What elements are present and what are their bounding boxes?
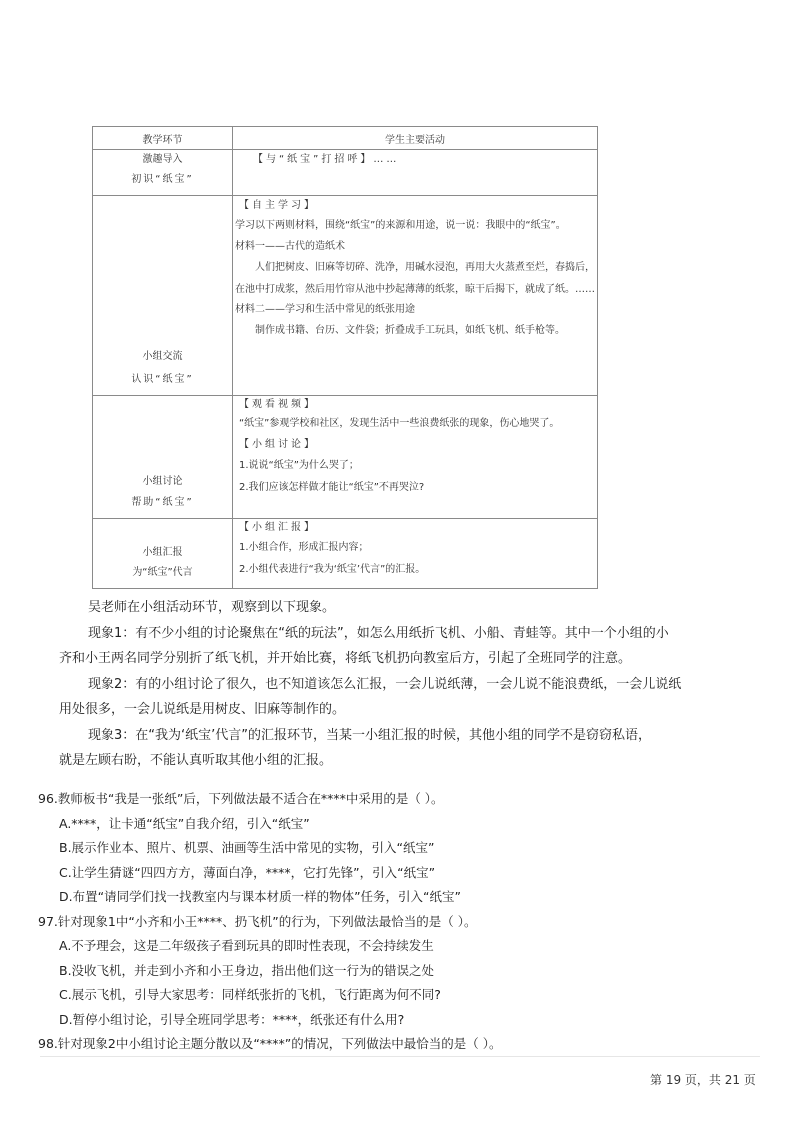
stage-cell [93, 196, 233, 396]
question-96-option-b: B.展示作业本、照片、机票、油画等生活中常见的实物，引入“纸宝” [59, 840, 435, 855]
activity-line: 1.说说“纸宝”为什么哭了； [239, 460, 359, 471]
question-98-stem: 98.针对现象2中小组讨论主题分散以及“****”的情况，下列做法中最恰当的是（ ）。 [38, 1036, 502, 1051]
stage-cell [93, 396, 233, 519]
activity-line: 【自主学习】 [239, 200, 317, 211]
activity-line: 2.小组代表进行“我为‘纸宝’代言”的汇报。 [239, 564, 426, 575]
activity-cell [233, 396, 598, 519]
phenomenon-1-line1: 现象1：有不少小组的讨论聚焦在“纸的玩法”，如怎么用纸折飞机、小船、青蛙等。其中一个小组的小 [88, 626, 669, 641]
activity-line: 1.小组合作，形成汇报内容； [239, 542, 369, 553]
footer-divider [40, 1056, 760, 1057]
question-96-option-a: A.****，让卡通“纸宝”自我介绍，引入“纸宝” [59, 816, 310, 831]
table-header-stage: 教学环节 [93, 127, 233, 150]
lesson-table [92, 126, 598, 589]
page-number: 第 19 页，共 21 页 [650, 1073, 756, 1087]
stage-cell [93, 519, 233, 589]
stage-label: 激趣导入 [142, 154, 183, 165]
stage-label: 初识“纸宝” [131, 174, 194, 185]
question-96-option-d: D.布置“请同学们找一找教室内与课本材质一样的物体”任务，引入“纸宝” [59, 889, 462, 904]
activity-line: 【小组汇报】 [239, 522, 317, 533]
activity-line: 学习以下两则材料，围绕“纸宝”的来源和用途，说一说：我眼中的“纸宝”。 [235, 220, 566, 231]
activity-line: 制作成书籍、台历、文件袋；折叠成手工玩具，如纸飞机、纸手枪等。 [255, 325, 565, 336]
activity-line: 【观看视频】 [239, 399, 317, 410]
intro-text: 吴老师在小组活动环节，观察到以下现象。 [88, 600, 336, 615]
activity-line: 【与“纸宝”打招呼】…… [253, 154, 400, 165]
activity-line: 2.我们应该怎样做才能让“纸宝”不再哭泣? [239, 482, 425, 493]
activity-cell [233, 519, 598, 589]
question-97-option-b: B.没收飞机，并走到小齐和小王身边，指出他们这一行为的错误之处 [59, 963, 435, 978]
stage-label: 认识“纸宝” [131, 374, 194, 385]
question-97-option-c: C.展示飞机，引导大家思考：同样纸张折的飞机，飞行距离为何不同? [59, 987, 441, 1002]
activity-line: 【小组讨论】 [239, 439, 317, 450]
activity-line: 材料一——古代的造纸术 [235, 241, 345, 252]
question-97-stem: 97.针对现象1中“小齐和小王****、扔飞机”的行为，下列做法最恰当的是（ ）。 [38, 914, 477, 929]
stage-label: 小组交流 [142, 351, 183, 362]
question-97-option-a: A.不予理会，这是二年级孩子看到玩具的即时性表现，不会持续发生 [59, 938, 434, 953]
question-96-option-c: C.让学生猜谜“四四方方，薄面白净，****，它打先锋”，引入“纸宝” [59, 865, 436, 880]
table-row [93, 396, 598, 519]
activity-cell [233, 150, 598, 196]
table-row [93, 519, 598, 589]
stage-label: 为“纸宝”代言 [132, 567, 193, 578]
stage-label: 帮助“纸宝” [131, 497, 194, 508]
activity-line: 在池中打成浆，然后用竹帘从池中抄起薄薄的纸浆，晾干后揭下，就成了纸。…… [235, 284, 595, 295]
activity-line: 人们把树皮、旧麻等切碎、洗净，用碱水浸泡，再用大火蒸煮至烂，春捣后， [255, 262, 595, 273]
phenomenon-2-line1: 现象2：有的小组讨论了很久，也不知道该怎么汇报，一会儿说纸薄，一会儿说不能浪费纸，一会儿说纸 [88, 677, 682, 692]
table-header-activity: 学生主要活动 [233, 127, 598, 150]
question-96-stem: 96.教师板书“我是一张纸”后，下列做法最不适合在****中采用的是（ ）。 [38, 791, 444, 806]
phenomenon-3-line1: 现象3：在“我为‘纸宝’代言”的汇报环节，当某一小组汇报的时候，其他小组的同学不是窃窃私语， [88, 728, 652, 743]
stage-cell [93, 150, 233, 196]
phenomenon-1-line2: 齐和小王两名同学分别折了纸飞机，并开始比赛，将纸飞机扔向教室后方，引起了全班同学的注意。 [59, 651, 632, 666]
stage-label: 小组讨论 [142, 476, 183, 487]
activity-line: “纸宝”参观学校和社区，发现生活中一些浪费纸张的现象，伤心地哭了。 [239, 418, 560, 429]
activity-cell [233, 196, 598, 396]
table-row [93, 150, 598, 196]
phenomenon-3-line2: 就是左顾右盼，不能认真听取其他小组的汇报。 [59, 753, 333, 768]
phenomenon-2-line2: 用处很多，一会儿说纸是用树皮、旧麻等制作的。 [59, 702, 346, 717]
question-97-option-d: D.暂停小组讨论，引导全班同学思考：****，纸张还有什么用? [59, 1012, 405, 1027]
activity-line: 材料二——学习和生活中常见的纸张用途 [235, 304, 415, 315]
table-row [93, 196, 598, 396]
stage-label: 小组汇报 [142, 547, 183, 558]
